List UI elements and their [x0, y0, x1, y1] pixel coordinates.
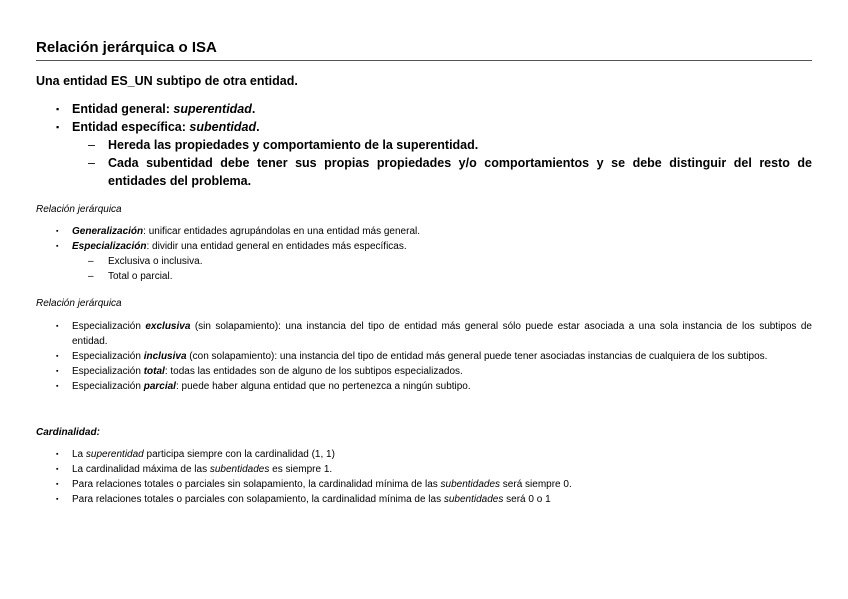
item-suffix: participa siempre con la cardinalidad (1, 1) — [143, 449, 335, 460]
list-item — [36, 379, 812, 394]
sub-item-text: Cada subentidad debe tener sus propias propiedades y/o comportamientos y se debe distinguir del resto de entidades del problema. — [108, 156, 812, 188]
especializacion-term: Especialización — [72, 241, 147, 252]
sub-item-text: Exclusiva o inclusiva. — [108, 256, 203, 267]
sub-list-item — [36, 136, 812, 154]
specific-suffix: . — [256, 120, 260, 134]
list-item — [36, 477, 812, 492]
page-title: Relación jerárquica o ISA — [36, 38, 812, 61]
section2-list — [36, 319, 812, 394]
specific-term: subentidad — [189, 120, 257, 134]
item-prefix: La cardinalidad máxima de las — [72, 464, 210, 475]
item-term: parcial — [143, 381, 176, 392]
item-prefix: Para relaciones totales o parciales sin solapamiento, la cardinalidad mínima de las — [72, 479, 441, 490]
general-suffix: . — [251, 102, 256, 116]
list-item — [36, 492, 812, 507]
bullet-icon: ▪ — [56, 466, 59, 473]
list-item — [36, 239, 812, 254]
bullet-icon: ▪ — [56, 228, 59, 235]
bullet-icon: ▪ — [56, 104, 60, 114]
item-prefix: Para relaciones totales o parciales con solapamiento, la cardinalidad mínima de las — [72, 494, 444, 505]
bullet-icon: ▪ — [56, 368, 59, 375]
item-term: inclusiva — [143, 351, 187, 362]
bullet-icon: ▪ — [56, 353, 59, 360]
sub-list — [36, 254, 812, 284]
item-suffix: (con solapamiento): una instancia del tipo de entidad más general puede tener asociadas instancias de cualquiera de los subtipos. — [186, 351, 768, 362]
bullet-icon: ▪ — [56, 323, 59, 330]
bullet-icon: ▪ — [56, 496, 59, 503]
item-prefix: Especialización — [72, 321, 146, 332]
item-term: exclusiva — [145, 321, 191, 332]
list-item — [36, 364, 812, 379]
item-suffix: será siempre 0. — [500, 479, 572, 490]
generalizacion-term: Generalización — [72, 226, 144, 237]
item-prefix: Especialización — [72, 351, 144, 362]
dash-icon: – — [88, 138, 95, 152]
item-term: subentidades — [443, 494, 504, 505]
list-item — [36, 319, 812, 349]
dash-icon: – — [88, 256, 94, 267]
specific-prefix: Entidad específica: — [72, 120, 190, 134]
item-prefix: La — [72, 449, 86, 460]
intro-text: Una entidad ES_UN subtipo de otra entidad. — [36, 74, 298, 88]
section1-caption: Relación jerárquica — [36, 204, 122, 215]
generalizacion-text: : unificar entidades agrupándolas en una entidad más general. — [143, 226, 421, 237]
list-item — [36, 462, 812, 477]
item-suffix: es siempre 1. — [269, 464, 333, 475]
item-prefix: Especialización — [72, 366, 144, 377]
section2-caption: Relación jerárquica — [36, 298, 122, 309]
bullet-icon: ▪ — [56, 481, 59, 488]
item-term: subentidades — [440, 479, 501, 490]
bullet-icon: ▪ — [56, 243, 59, 250]
list-item — [36, 224, 812, 239]
sub-list — [36, 136, 812, 190]
sub-list-item — [36, 154, 812, 190]
especializacion-text: : dividir una entidad general en entidades más específicas. — [146, 241, 407, 252]
item-suffix: será 0 o 1 — [503, 494, 551, 505]
sub-list-item — [36, 269, 812, 284]
bullet-icon: ▪ — [56, 122, 60, 132]
list-item-general — [36, 100, 812, 118]
dash-icon: – — [88, 156, 95, 170]
item-term: superentidad — [85, 449, 144, 460]
main-list — [36, 100, 812, 190]
sub-list-container — [36, 136, 812, 190]
item-term: subentidades — [209, 464, 270, 475]
bullet-icon: ▪ — [56, 383, 59, 390]
bullet-icon: ▪ — [56, 451, 59, 458]
list-item — [36, 349, 812, 364]
sub-item-text: Hereda las propiedades y comportamiento de la superentidad. — [108, 138, 479, 152]
general-term: superentidad — [173, 102, 252, 116]
sub-list-container — [36, 254, 812, 284]
item-suffix: : puede haber alguna entidad que no pertenezca a ningún subtipo. — [175, 381, 471, 392]
item-suffix: : todas las entidades son de alguno de los subtipos especializados. — [164, 366, 463, 377]
dash-icon: – — [88, 271, 94, 282]
cardinalidad-heading: Cardinalidad: — [36, 427, 100, 438]
item-suffix: (sin solapamiento): una instancia del tipo de entidad más general sólo puede estar asociada a una sola instancia de los subtipos de entidad. — [72, 321, 812, 347]
item-term: total — [143, 366, 165, 377]
general-prefix: Entidad general: — [72, 102, 174, 116]
list-item — [36, 447, 812, 462]
sub-list-item — [36, 254, 812, 269]
sub-item-text: Total o parcial. — [108, 271, 173, 282]
section1-list — [36, 224, 812, 284]
item-prefix: Especialización — [72, 381, 144, 392]
section3-list — [36, 447, 812, 507]
list-item-specific — [36, 118, 812, 136]
